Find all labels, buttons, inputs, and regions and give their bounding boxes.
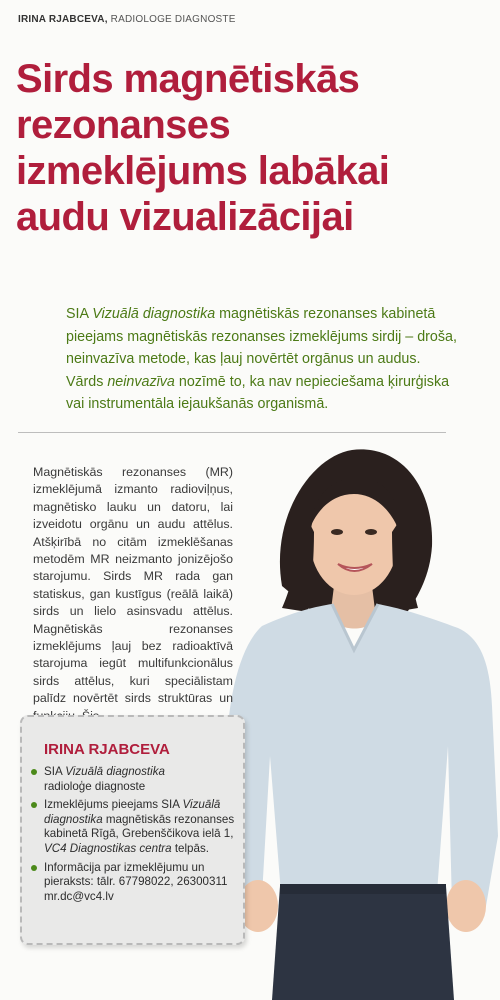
list-item xyxy=(30,765,235,794)
email-link[interactable]: mr.dc@vc4.lv xyxy=(44,889,114,903)
info-list xyxy=(30,765,235,908)
info-box xyxy=(20,715,245,945)
headline-line: izmeklējums labākai xyxy=(16,149,390,193)
lead-text: SIA xyxy=(66,306,93,322)
list-text: SIA xyxy=(44,765,66,778)
headline-line: Sirds magnētiskās xyxy=(16,57,360,101)
list-text: telpās. xyxy=(171,841,209,855)
list-centre-name: VC4 Diagnostikas centra xyxy=(44,841,172,855)
list-text: radioloģe diagnoste xyxy=(44,779,146,793)
list-company-name: Vizuālā diagnostika xyxy=(65,765,165,778)
lead-company-name: Vizuālā diagnostika xyxy=(92,306,216,322)
byline xyxy=(18,14,236,25)
list-item xyxy=(30,861,235,905)
list-contact-text: Informācija par izmeklējumu un pieraksts: tālr. 67798022, 26300311 xyxy=(44,860,228,889)
byline-role: RADIOLOGE DIAGNOSTE xyxy=(110,14,236,25)
lead-emphasis: neinvazīva xyxy=(107,373,175,390)
headline xyxy=(16,56,486,240)
lead-text: magnētiskās rezonanses kabinetā pieejams magnētiskās rezonanses izmeklējums sirdij – droša, neinvazīva metode, kas ļauj novērtēt orgānus un audus. Vārds xyxy=(66,306,457,390)
info-box-title: IRINA RJABCEVA xyxy=(44,741,170,758)
headline-line: rezonanses xyxy=(16,103,231,147)
portrait-photo xyxy=(222,436,500,1000)
list-company-name: Vizuālā diagnostika xyxy=(44,798,221,826)
list-text: magnētiskās rezonanses kabinetā Rīgā, Grebenščikova ielā 1, xyxy=(44,812,235,841)
bullet-icon xyxy=(31,769,37,775)
lead-text: nozīmē to, ka nav nepieciešama ķirurģiska vai instrumentāla iejaukšanās organismā. xyxy=(66,373,450,413)
headline-line: audu vizualizācijai xyxy=(16,195,354,239)
byline-name: IRINA RJABCEVA, xyxy=(18,14,108,25)
list-item xyxy=(30,798,235,856)
bullet-icon xyxy=(31,802,37,808)
section-divider xyxy=(18,432,446,433)
body-paragraph: Magnētiskās rezonanses (MR) izmeklējumā izmanto radioviļņus, magnētisko lauku un datoru, lai izveidotu orgānu un audu attēlus. Atšķirībā no citām izmeklēšanas metodēm MR neizmanto jonizējošo starojumu. Sirds MR rada gan statiskus, gan kustīgus (reālā laikā) sirds un lielo asinsvadu attēlus. Magnētiskās rezonanses izmeklējums ļauj bez radioaktīvā starojuma iegūt multifunkcionālus sirds attēlus, kuri speciālistam palīdz novērtēt sirds struktūras un xyxy=(33,465,233,706)
list-text: Izmeklējums pieejams SIA xyxy=(44,798,183,812)
lead-paragraph xyxy=(66,303,461,416)
bullet-icon xyxy=(31,865,37,871)
